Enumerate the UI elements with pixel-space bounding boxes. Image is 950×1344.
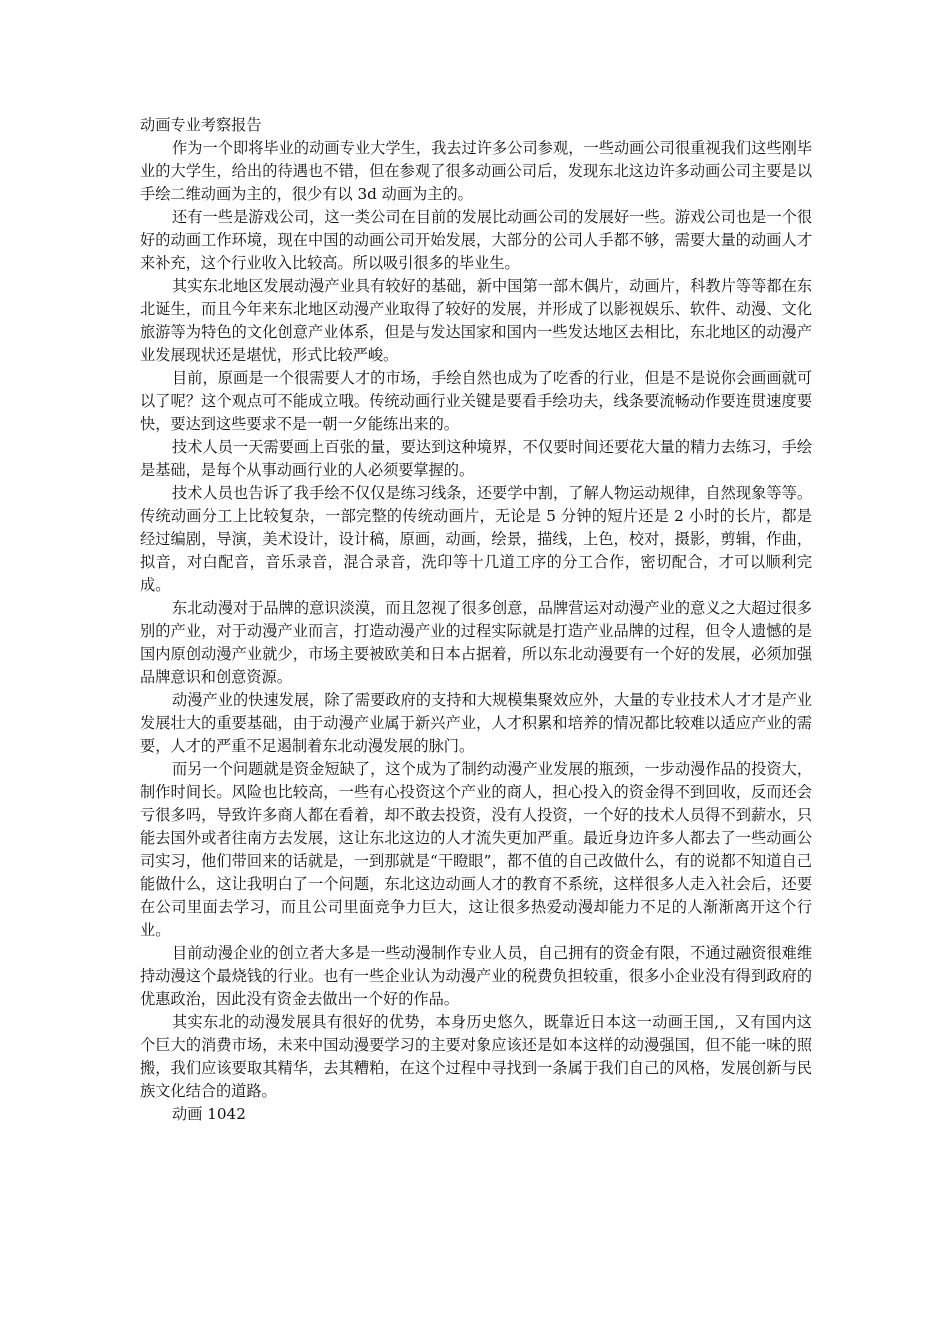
paragraph-9: 而另一个问题就是资金短缺了，这个成为了制约动漫产业发展的瓶颈，一步动漫作品的投资大，制作时间长。风险也比较高，一些有心投资这个产业的商人，担心投入的资金得不到回收，反而还会亏很多吗，导致许多商人都在看着，却不敢去投资，没有人投资，一个好的技术人员得不到薪水，只能去国外或者往南方去发展，这让东北这边的人才流失更加严重。最近身边许多人都去了一些动画公司实习，他们带回来的话就是，一到那就是“干瞪眼”，都不值的自己改做什么，有的说都不知道自己能做什么，这让我明白了一个问题，东北这边动画人才的教育不系统，这样很多人走入社会后，还要在公司里面去学习，而且公司里面竞争力巨大，这让很多热爱动漫却能力不足的人渐渐离开这个行业。 <box>140 760 812 939</box>
paragraph-2: 还有一些是游戏公司，这一类公司在目前的发展比动画公司的发展好一些。游戏公司也是一个很好的动画工作环境，现在中国的动画公司开始发展，大部分的公司人手都不够，需要大量的动画人才来补充，这个行业收入比较高。所以吸引很多的毕业生。 <box>140 208 812 272</box>
paragraph-10: 目前动漫企业的创立者大多是一些动漫制作专业人员，自己拥有的资金有限，不通过融资很难维持动漫这个最烧钱的行业。也有一些企业认为动漫产业的税费负担较重，很多小企业没有得到政府的优惠政治，因此没有资金去做出一个好的作品。 <box>140 944 812 1008</box>
paragraph-6: 技术人员也告诉了我手绘不仅仅是练习线条，还要学中割，了解人物运动规律，自然现象等等。传统动画分工上比较复杂，一部完整的传统动画片，无论是 5 分钟的短片还是 2 小时的长片，都是经过编剧，导演，美术设计，设计稿，原画，动画，绘景，描线，上色，校对，摄影，剪辑，作曲，拟音，对白配音，音乐录音，混合录音，洗印等十几道工序的分工合作，密切配合，才可以顺利完成。 <box>140 484 812 594</box>
paragraph-7: 东北动漫对于品牌的意识淡漠，而且忽视了很多创意，品牌营运对动漫产业的意义之大超过很多别的产业，对于动漫产业而言，打造动漫产业的过程实际就是打造产业品牌的过程，但令人遗憾的是国内原创动漫产业就少，市场主要被欧美和日本占据着，所以东北动漫要有一个好的发展，必须加强品牌意识和创意资源。 <box>140 599 812 686</box>
paragraph-1: 作为一个即将毕业的动画专业大学生，我去过许多公司参观，一些动画公司很重视我们这些刚毕业的大学生，给出的待遇也不错，但在参观了很多动画公司后，发现东北这边许多动画公司主要是以手绘二维动画为主的，很少有以 3d 动画为主的。 <box>140 139 812 203</box>
paragraph-8: 动漫产业的快速发展，除了需要政府的支持和大规模集聚效应外，大量的专业技术人才才是产业发展壮大的重要基础，由于动漫产业属于新兴产业，人才积累和培养的情况都比较难以适应产业的需要，人才的严重不足遏制着东北动漫发展的脉门。 <box>140 691 812 755</box>
paragraph-3: 其实东北地区发展动漫产业具有较好的基础，新中国第一部木偶片，动画片，科教片等等都在东北诞生，而且今年来东北地区动漫产业取得了较好的发展，并形成了以影视娱乐、软件、动漫、文化旅游等为特色的文化创意产业体系，但是与发达国家和国内一些发达地区去相比，东北地区的动漫产业发展现状还是堪忧，形式比较严峻。 <box>140 277 812 364</box>
class-signature: 动画 1042 <box>172 1105 246 1123</box>
paragraph-5: 技术人员一天需要画上百张的量，要达到这种境界，不仅要时间还要花大量的精力去练习，手绘是基础，是每个从事动画行业的人必须要掌握的。 <box>140 438 812 479</box>
paragraph-4: 目前，原画是一个很需要人才的市场，手绘自然也成为了吃香的行业，但是不是说你会画画就可以了呢？这个观点可不能成立哦。传统动画行业关键是要看手绘功夫，线条要流畅动作要连贯速度要快，要达到这些要求不是一朝一夕能练出来的。 <box>140 369 812 433</box>
document-title: 动画专业考察报告 <box>140 116 262 134</box>
paragraph-11: 其实东北的动漫发展具有很好的优势，本身历史悠久，既靠近日本这一动画王国,，又有国内这个巨大的消费市场，未来中国动漫要学习的主要对象应该还是如本这样的动漫强国，但不能一味的照搬，我们应该要取其精华，去其糟粕，在这个过程中寻找到一条属于我们自己的风格，发展创新与民族文化结合的道路。 <box>140 1013 812 1100</box>
document-body <box>140 114 812 1126</box>
